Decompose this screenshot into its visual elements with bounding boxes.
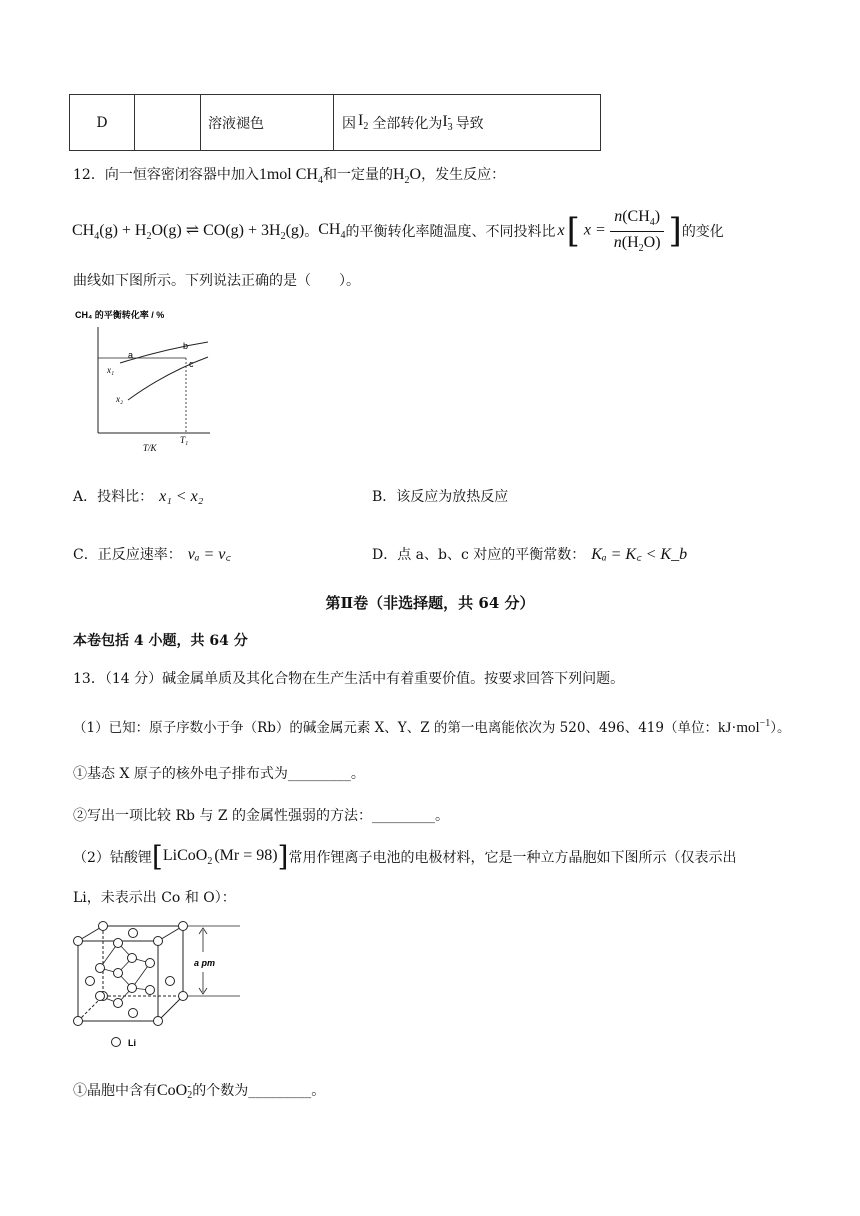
eq-ch4-sub: 4 [94, 231, 100, 243]
den-h: (H [621, 233, 639, 251]
q12-stem-line3: 曲线如下图所示。下列说法正确的是（ ）。 [73, 273, 360, 289]
explanation-prefix: 因 [342, 115, 356, 132]
curve-x2-label: x₂ [116, 394, 124, 404]
table-cell-empty [135, 95, 201, 150]
part2-q1-suffix: 的个数为_________。 [192, 1083, 326, 1099]
q12-equation-line [72, 206, 724, 256]
licoo2-sub: 2 [207, 856, 213, 868]
q13-part2-question1 [73, 1080, 325, 1100]
section-title: 第Ⅱ卷（非选择题，共 64 分） [325, 594, 535, 612]
den-n: n [613, 233, 622, 251]
section-subtitle: 本卷包括 4 小题，共 64 分 [73, 633, 248, 649]
q12-suffix: ，发生反应： [421, 167, 506, 183]
q12-stem-line1 [73, 164, 505, 186]
coo2-charge: - [187, 1081, 191, 1093]
option-letter: D [96, 114, 108, 131]
table-cell-phenomenon [201, 95, 334, 150]
q12-amount-sub: 4 [317, 175, 323, 187]
reaction-equation [72, 220, 304, 242]
num-close: ) [654, 208, 661, 226]
eq-3h2-sub: 2 [280, 231, 286, 243]
answer-table-row-d [69, 94, 601, 151]
q12-h2o-tail: O [409, 166, 422, 183]
curve-x1-label: x₁ [107, 365, 115, 375]
q13-part2-stem [73, 842, 736, 872]
option-c-prefix: C．正反应速率： [73, 547, 182, 563]
eq-co: CO(g) [203, 221, 244, 239]
option-d-math: Kₐ = K꜀ < K_b [591, 546, 688, 563]
option-a-math: x₁ < x₂ [159, 488, 204, 505]
part2-left-bracket: [ [151, 840, 163, 873]
option-c [73, 542, 231, 564]
i2-symbol: I [358, 112, 364, 130]
equilibrium-arrow-icon: ⇌ [185, 221, 200, 239]
lattice-parameter-label: a pm [194, 958, 216, 968]
table-cell-option [70, 95, 135, 150]
ratio-ch4-sub: 4 [340, 230, 346, 242]
i3-symbol: I [442, 113, 448, 131]
phenomenon-text: 溶液褪色 [208, 115, 264, 132]
right-bracket: ] [668, 211, 682, 251]
coo2-sub: 2 [187, 1090, 193, 1102]
legend-li-label: Li [128, 1038, 136, 1048]
point-b-label: b [183, 341, 189, 351]
option-c-math: vₐ = v꜀ [187, 546, 231, 563]
curve-x2 [128, 357, 208, 400]
li-atoms [74, 922, 188, 1026]
option-b: B．该反应为放热反应 [372, 489, 509, 505]
graph-y-label: CH₄ 的平衡转化率 / % [75, 310, 165, 320]
part2-prefix: （2）钴酸锂 [73, 850, 152, 866]
ratio-description: 的平衡转化率随温度、不同投料比 [345, 224, 556, 240]
graph-x-label: T/K [143, 443, 157, 453]
q12-h2o: H [392, 166, 405, 183]
den-sub: 2 [638, 242, 644, 254]
option-a [73, 486, 203, 506]
fraction-numerator [610, 208, 664, 231]
i2-subscript: 2 [363, 121, 369, 133]
num-sub: 4 [649, 217, 655, 229]
q12-h2o-sub: 2 [404, 175, 410, 187]
q13-part2-line2: Li，未表示出 Co 和 O）： [73, 890, 236, 906]
coo2-formula: CoO [157, 1082, 188, 1099]
ratio-suffix: 的变化 [681, 224, 724, 240]
q13-part1-question2: ②写出一项比较 Rb 与 Z 的金属性强弱的方法：_________。 [73, 808, 450, 824]
left-bracket: [ [566, 211, 580, 251]
eq-h2o-tail: O(g) [151, 221, 182, 239]
legend-li-icon [112, 1038, 121, 1047]
licoo2-formula: LiCoO [162, 846, 208, 864]
eq-g2: (g) [285, 221, 305, 239]
option-d-prefix: D．点 a、b、c 对应的平衡常数： [372, 547, 586, 563]
fraction-denominator [610, 232, 665, 254]
part2-suffix: 常用作锂离子电池的电极材料，它是一种立方晶胞如下图所示（仅表示出 [288, 850, 737, 866]
eq-h2o: H [134, 221, 147, 239]
q12-amount: 1mol CH [258, 166, 318, 183]
eq-3h2: 3H [261, 221, 281, 239]
conversion-vs-temperature-graph [70, 305, 220, 455]
licoo2-unit-cell-diagram [70, 918, 250, 1053]
eq-ch4: CH [72, 221, 95, 239]
ratio-fraction [610, 208, 665, 253]
q13-intro: 13．（14 分）碱金属单质及其化合物在生产生活中有着重要价值。按要求回答下列问题。 [73, 671, 625, 687]
den-close: O) [643, 233, 661, 251]
ratio-x: x [557, 222, 565, 239]
point-c-label: c [189, 359, 194, 369]
q13-part1-stem [73, 716, 791, 737]
q12-and: 和一定量的 [322, 167, 393, 183]
eq-period: 。 [304, 224, 319, 240]
eq-g1: (g) [99, 221, 118, 239]
part1-text: （1）已知：原子序数小于争（Rb）的碱金属元素 X、Y、Z 的第一电离能依次为 520、496、419（单位： [73, 720, 718, 736]
q12-prefix: 12．向一恒容密闭容器中加入 [73, 167, 259, 183]
part2-right-bracket: ] [277, 840, 289, 873]
explanation-suffix: 导致 [455, 115, 484, 132]
t1-label: T₁ [180, 435, 189, 445]
num-n: n [614, 208, 623, 226]
table-cell-explanation [334, 95, 600, 150]
explanation-mid: 全部转化为 [372, 115, 443, 132]
i3-subscript: 3 [447, 121, 453, 133]
ratio-ch4 [318, 221, 345, 241]
part1-unit-sup: −1 [759, 718, 771, 729]
q13-part1-question1: ①基态 X 原子的核外电子排布式为_________。 [73, 766, 365, 782]
ratio-eq: x = [583, 221, 606, 239]
part2-q1-prefix: ①晶胞中含有 [73, 1083, 157, 1099]
licoo2-mr: (Mr = 98) [214, 846, 278, 864]
eq-plus2: + [248, 221, 258, 239]
i3-charge: - [447, 112, 451, 124]
option-d [372, 542, 687, 564]
num-ch4: (CH [622, 208, 650, 226]
eq-h2o-sub: 2 [146, 231, 152, 243]
ratio-definition [584, 208, 665, 253]
ratio-ch4-text: CH [318, 220, 341, 238]
eq-plus1: + [121, 221, 131, 239]
option-a-prefix: A．投料比： [73, 489, 154, 505]
part1-unit: kJ·mol [717, 720, 760, 736]
part1-close: ）。 [770, 720, 791, 736]
cube-edges [78, 926, 183, 1021]
point-a-label: a [128, 350, 134, 360]
curve-x1 [120, 342, 208, 363]
